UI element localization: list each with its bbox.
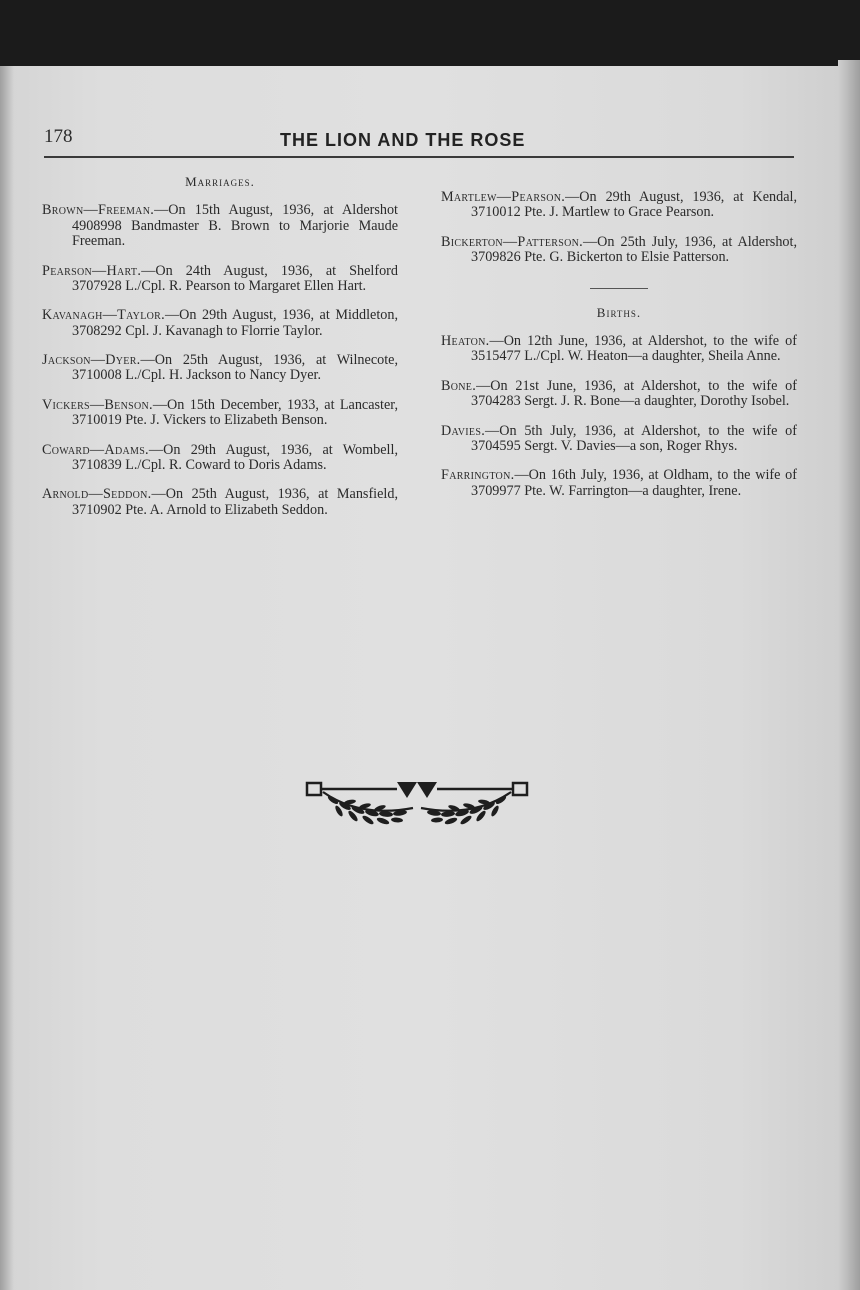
marriage-entry (42, 308, 398, 339)
entry-name: Bickerton—Patterson. (441, 233, 583, 250)
birth-entry (441, 468, 797, 499)
entry-name: Davies. (441, 422, 486, 439)
marriage-entry (42, 487, 398, 518)
book-spine (838, 60, 860, 1290)
entry-name: Farrington. (441, 467, 515, 484)
marriage-entry (42, 203, 398, 249)
births-heading: Births. (596, 304, 642, 320)
marriage-entry (441, 235, 797, 266)
entry-name: Brown—Freeman. (42, 202, 155, 219)
entry-name: Bone. (441, 377, 477, 394)
marriage-entry (441, 190, 797, 221)
running-title: THE LION AND THE ROSE (280, 130, 526, 150)
entry-text: —On 15th August, 1936, at Aldershot 4908998 Bandmaster B. Brown to Marjorie Maude Freeman. (72, 202, 398, 250)
right-column (441, 176, 797, 509)
page-edge-shadow (0, 66, 14, 1290)
entry-text: —On 16th July, 1936, at Oldham, to the wife of 3709977 Pte. W. Farrington—a daughter, Irene. (471, 467, 797, 499)
marriage-entry (42, 264, 398, 295)
entry-text: —On 29th August, 1936, at Wombell, 3710839 L./Cpl. R. Coward to Doris Adams. (72, 441, 398, 473)
entry-name: Arnold—Seddon. (42, 486, 152, 503)
entry-name: Jackson—Dyer. (42, 352, 141, 369)
entry-text: —On 25th July, 1936, at Aldershot, 3709826 Pte. G. Bickerton to Elsie Patterson. (471, 233, 797, 266)
entry-text: —On 15th December, 1933, at Lancaster, 3710019 Pte. J. Vickers to Elizabeth Benson. (72, 396, 398, 429)
entry-text: —On 25th August, 1936, at Mansfield, 3710902 Pte. A. Arnold to Elizabeth Seddon. (72, 486, 398, 518)
entry-name: Vickers—Benson. (42, 396, 153, 413)
header-rule (44, 156, 794, 158)
entry-name: Heaton. (441, 333, 490, 350)
entry-text: —On 5th July, 1936, at Aldershot, to the wife of 3704595 Sergt. V. Davies—a son, Roger Rhys. (471, 422, 797, 454)
left-column (42, 174, 398, 528)
birth-entry (441, 424, 797, 455)
entry-text: —On 24th August, 1936, at Shelford 3707928 L./Cpl. R. Pearson to Margaret Ellen Hart. (72, 262, 398, 294)
entry-name: Coward—Adams. (42, 441, 149, 458)
birth-entry (441, 379, 797, 410)
marriage-entry (42, 353, 398, 384)
entry-text: —On 25th August, 1936, at Wilnecote, 3710008 L./Cpl. H. Jackson to Nancy Dyer. (72, 352, 398, 384)
entry-name: Kavanagh—Taylor. (42, 307, 165, 324)
entry-text: —On 29th August, 1936, at Kendal, 3710012 Pte. J. Martlew to Grace Pearson. (471, 189, 797, 221)
marriage-entry (42, 398, 398, 429)
entry-text: —On 12th June, 1936, at Aldershot, to the wife of 3515477 L./Cpl. W. Heaton—a daughter, Sheila Anne. (471, 333, 797, 365)
laurel-ornament-icon (305, 778, 529, 826)
entry-name: Pearson—Hart. (42, 262, 142, 279)
marriage-entry (42, 443, 398, 474)
entry-text: —On 29th August, 1936, at Middleton, 3708292 Cpl. J. Kavanagh to Florrie Taylor. (72, 307, 398, 339)
marriages-heading: Marriages. (185, 174, 255, 189)
entry-name: Martlew—Pearson. (441, 189, 566, 206)
birth-entry (441, 334, 797, 365)
entry-text: —On 21st June, 1936, at Aldershot, to the wife of 3704283 Sergt. J. R. Bone—a daughter, Dorothy Isobel. (471, 377, 797, 410)
page-number: 178 (44, 126, 73, 147)
section-divider (590, 288, 648, 289)
